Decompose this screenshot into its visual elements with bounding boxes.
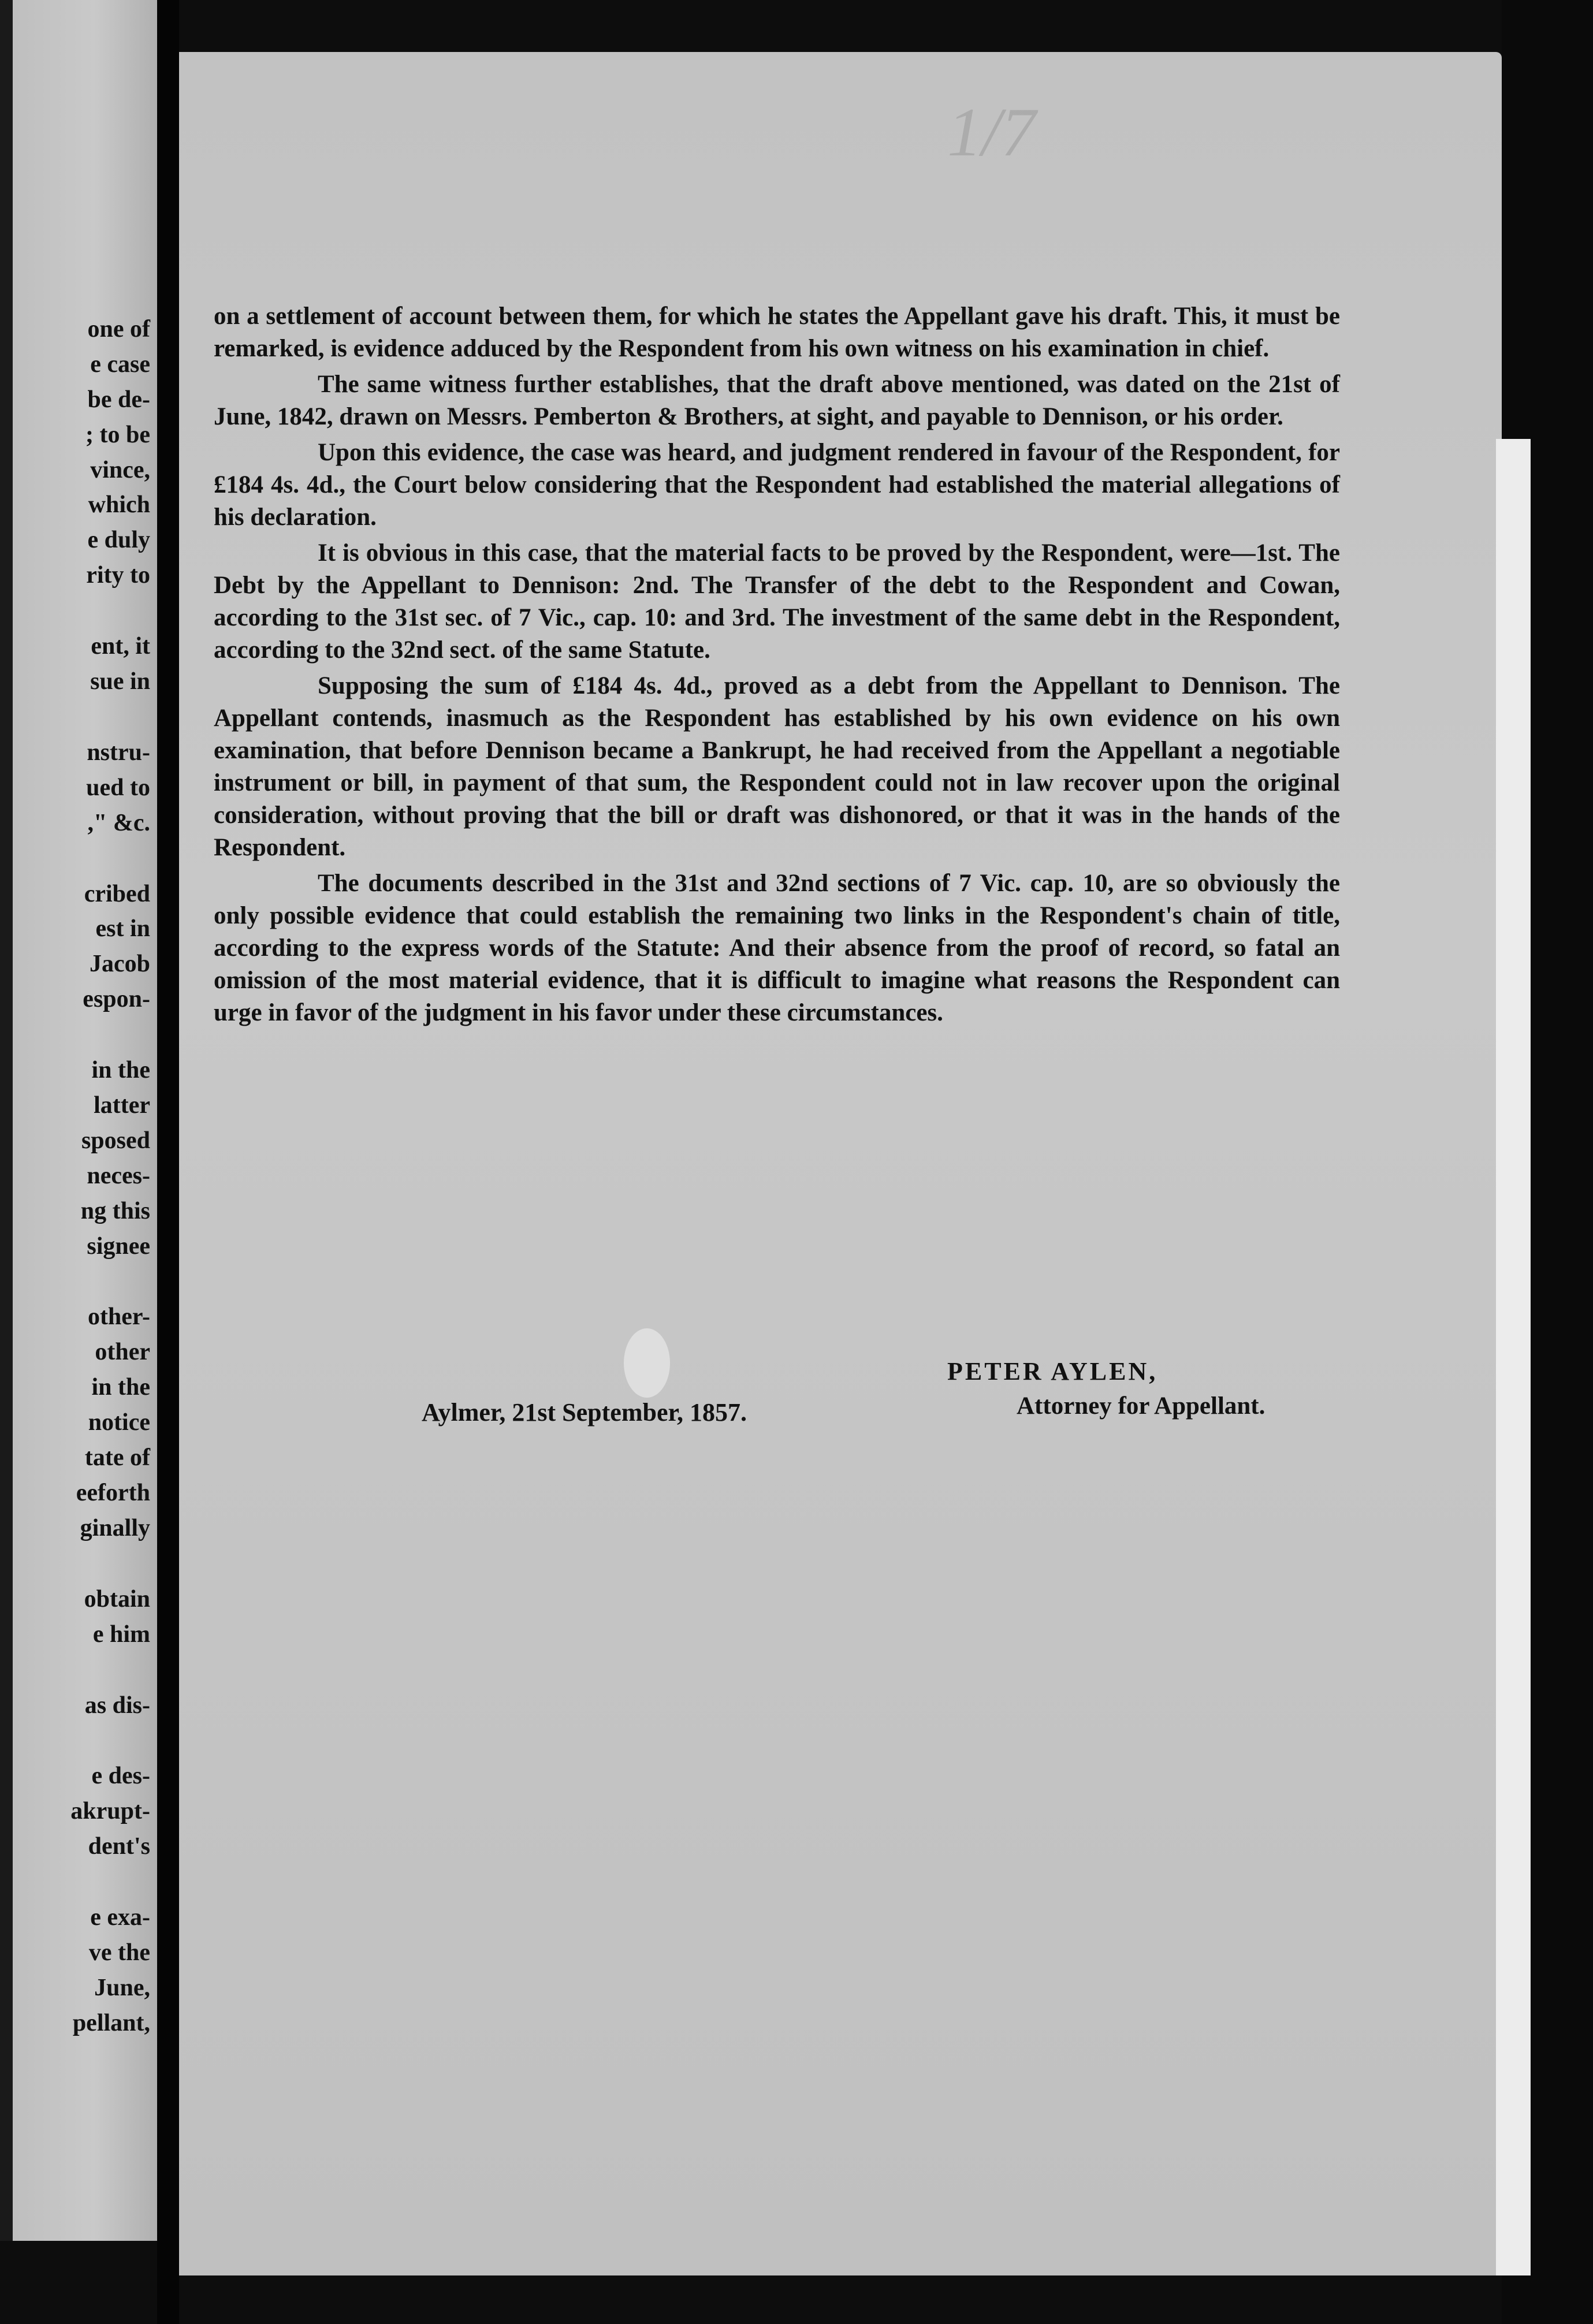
left-line: June, [94, 1974, 150, 2001]
left-line: eeforth [76, 1479, 150, 1506]
left-line: pellant, [72, 2009, 150, 2036]
paragraph: on a settlement of account between them, for which he states the Appellant gave his draft. This, it must be remarked, is evidence adduced by the Respondent from his own witness on his examination in chief. [214, 303, 1340, 362]
left-line: tate of [84, 1444, 150, 1472]
facing-page-gutter [0, 0, 13, 2241]
right-page-edge [1496, 439, 1531, 2275]
left-line: akrupt- [70, 1798, 150, 1825]
dateline: Aylmer, 21st September, 1857. [422, 1398, 747, 1427]
signature-block [947, 1354, 1265, 1424]
signature-role: Attorney for Appellant. [1017, 1392, 1266, 1420]
left-line: e him [92, 1621, 150, 1648]
left-line: one of [87, 316, 150, 342]
left-line: vince, [90, 456, 150, 483]
left-line: ve the [88, 1939, 150, 1966]
left-line: other- [87, 1303, 150, 1331]
left-line: ginally [80, 1514, 150, 1541]
body-text [214, 300, 1340, 1033]
left-line: espon- [83, 986, 150, 1013]
left-line: rity to [86, 562, 150, 589]
left-line: latter [94, 1092, 150, 1119]
left-line: ," &c. [87, 809, 150, 836]
left-line: cribed [84, 880, 150, 907]
left-line: other [95, 1339, 150, 1366]
left-line: nstru- [87, 739, 150, 766]
facing-page-left [0, 0, 157, 2241]
signature-name: PETER AYLEN, [947, 1357, 1158, 1386]
left-line: obtain [84, 1585, 150, 1612]
left-line: neces- [87, 1162, 150, 1189]
pencil-folio-mark: 1/7 [947, 94, 1036, 170]
paragraph: The same witness further establishes, that the draft above mentioned, was dated on the 21st of June, 1842, drawn on Messrs. Pemberton & Brothers, at sight, and payable to Dennison, or his order. [214, 371, 1340, 430]
left-line: sposed [81, 1127, 150, 1154]
left-line: e case [90, 351, 150, 378]
book-binding [157, 0, 179, 2324]
left-line: e des- [91, 1763, 150, 1790]
left-line: ; to be [85, 421, 150, 448]
left-line: e duly [87, 527, 150, 554]
paragraph: The documents described in the 31st and 32nd sections of 7 Vic. cap. 10, are so obviously the only possible evidence that could establish the remaining two links in the Respondent's chain of title, according to the express words of the Statute: And their absence from the proof of record, so fatal an omission of the most material evidence, that it is difficult to imagine what reasons the Respondent can urge in favor of the judgment in his favor under these circumstances. [214, 870, 1340, 1026]
left-line: signee [87, 1232, 150, 1260]
left-line: ued to [86, 774, 150, 801]
left-line: Jacob [90, 951, 150, 978]
paper-stain [624, 1328, 670, 1398]
left-line: be de- [87, 386, 150, 413]
left-line: in the [91, 1374, 150, 1401]
paragraph: Supposing the sum of £184 4s. 4d., proved as a debt from the Appellant to Dennison. The Appellant contends, inasmuch as the Respondent has established by his own evidence on his own examination, that before Dennison became a Bankrupt, he had received from the Appellant a negotiable instrument or bill, in payment of that sum, the Respondent could not in law recover upon the original consideration, without proving that the bill or draft was dishonored, or that it was in the hands of the Respondent. [214, 672, 1340, 861]
left-line: est in [95, 915, 150, 943]
left-line: as dis- [84, 1692, 150, 1719]
facing-page-text [12, 312, 150, 2041]
left-line: e exa- [90, 1904, 150, 1931]
left-line: sue in [90, 668, 150, 695]
left-line: which [88, 491, 150, 519]
left-line: ent, it [91, 633, 150, 660]
left-line: in the [91, 1057, 150, 1084]
left-line: notice [88, 1409, 150, 1436]
left-line: dent's [88, 1833, 150, 1860]
paragraph: It is obvious in this case, that the material facts to be proved by the Respondent, were—1st. The Debt by the Appellant to Dennison: 2nd. The Transfer of the debt to the Respondent and Cowan, according to the 31st sec. of 7 Vic., cap. 10: and 3rd. The investment of the same debt in the Respondent, according to the 32nd sect. of the same Statute. [214, 539, 1340, 664]
paragraph: Upon this evidence, the case was heard, and judgment rendered in favour of the Respondent, for £184 4s. 4d., the Court below considering that the Respondent had established the material allegations of his declaration. [214, 439, 1340, 531]
left-line: ng this [80, 1197, 150, 1224]
